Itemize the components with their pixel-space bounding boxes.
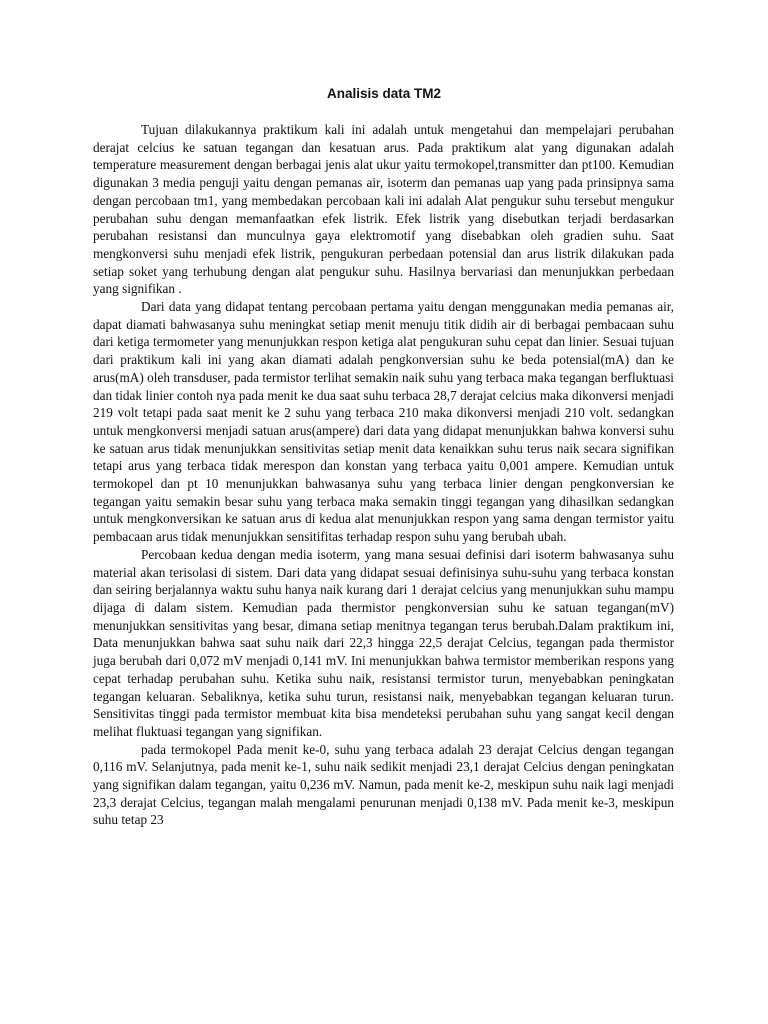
- paragraph-water-heater-experiment: Dari data yang didapat tentang percobaan pertama yaitu dengan menggunakan media pemanas air, dapat diamati bahwasanya suhu meningkat setiap menit menuju titik didih air di berbagai pembacaan suhu dari ketiga termometer yang menunjukkan respon ketiga alat pengukuran suhu cepat dan linier. Sesuai tujuan dari praktikum kali ini yang akan diamati adalah pengkonversian suhu ke beda potensial(mA) dan ke arus(mA) oleh transduser, pada termistor terlihat semakin naik suhu yang terbaca maka tegangan berfluktuasi dan tidak linier contoh nya pada menit ke dua saat suhu terbaca 28,7 derajat celcius maka dikonversi menjadi 219 volt tetapi pada saat menit ke 2 suhu yang terbaca 210 maka dikonversi menjadi 210 volt. sedangkan untuk mengkonversi menjadi satuan arus(ampere) dari data yang didapat menunjukkan bahwa konversi suhu ke satuan arus tidak menunjukkan sensitivitas setiap menit data kenaikkan suhu terus naik secara signifikan tetapi arus yang terbaca tidak merespon dan konstan yang terbaca yaitu 0,001 ampere. Kemudian untuk termokopel dan pt 10 menunjukkan bahwasanya suhu yang terbaca linier dengan pengkonversian ke tegangan yaitu semakin besar suhu yang terbaca maka semakin tinggi tegangan yang dihasilkan sedangkan untuk mengkonversikan ke satuan arus di kedua alat menunjukkan respon yang sama dengan termistor yaitu pembacaan arus tidak menunjukkan sensitifitas terhadap respon suhu yang berubah ubah.: [93, 299, 674, 545]
- document-title: Analisis data TM2: [326, 86, 442, 101]
- paragraph-purpose: Tujuan dilakukannya praktikum kali ini adalah untuk mengetahui dan mempelajari perubahan derajat celcius ke satuan tegangan dan kesatuan arus. Pada praktikum alat yang digunakan adalah temperature measurement dengan berbagai jenis alat ukur yaitu termokopel,transmitter dan pt100. Kemudian digunakan 3 media penguji yaitu dengan pemanas air, isoterm dan pemanas uap yang pada prinsipnya sama dengan percobaan tm1, yang membedakan percobaan kali ini adalah Alat pengukur suhu tersebut mengukur perubahan suhu dengan memanfaatkan efek listrik. Efek listrik yang disebutkan terjadi berdasarkan perubahan resistansi dan munculnya gaya elektromotif yang disebabkan oleh gradien suhu. Saat mengkonversi suhu menjadi efek listrik, pengukuran perbedaan potensial dan arus listrik dilakukan pada setiap soket yang terhubung dengan alat pengukur suhu. Hasilnya bervariasi dan menunjukkan perbedaan yang signifikan .: [93, 122, 674, 297]
- paragraph-thermocouple: pada termokopel Pada menit ke-0, suhu yang terbaca adalah 23 derajat Celcius dengan tegangan 0,116 mV. Selanjutnya, pada menit ke-1, suhu naik sedikit menjadi 23,1 derajat Celcius dengan peningkatan yang signifikan dalam tegangan, yaitu 0,236 mV. Namun, pada menit ke-2, meskipun suhu naik lagi menjadi 23,3 derajat Celcius, tegangan malah mengalami penurunan menjadi 0,138 mV. Pada menit ke-3, meskipun suhu tetap 23: [93, 741, 674, 828]
- document-body: [93, 121, 674, 829]
- paragraph-isotherm-experiment: Percobaan kedua dengan media isoterm, yang mana sesuai definisi dari isoterm bahwasanya suhu material akan terisolasi di sistem. Dari data yang didapat sesuai definisinya suhu-suhu yang terbaca konstan dan seiring berjalannya waktu suhu hanya naik kurang dari 1 derajat celcius yang menunjukkan suhu mampu dijaga di dalam sistem. Kemudian pada thermistor pengkonversian suhu ke satuan tegangan(mV) menunjukkan sensitivitas yang besar, dimana setiap menitnya tegangan terus berubah.Dalam praktikum ini, Data menunjukkan bahwa saat suhu naik dari 22,3 hingga 22,5 derajat Celcius, tegangan pada thermistor juga berubah dari 0,072 mV menjadi 0,141 mV. Ini menunjukkan bahwa termistor memberikan respons yang cepat terhadap perubahan suhu. Ketika suhu naik, resistansi termistor turun, menyebabkan peningkatan tegangan keluaran. Sebaliknya, ketika suhu turun, resistansi naik, menyebabkan tegangan keluaran turun. Sensitivitas tinggi pada termistor membuat kita bisa mendeteksi perubahan suhu yang sangat kecil dengan melihat fluktuasi tegangan yang signifikan.: [93, 546, 674, 739]
